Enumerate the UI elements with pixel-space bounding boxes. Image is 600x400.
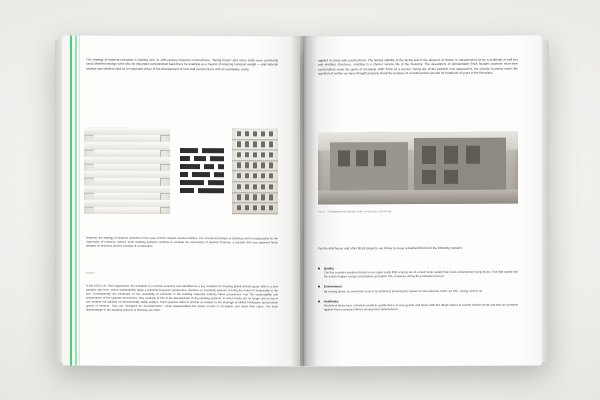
brick-bond-diagram-icon [180, 148, 224, 194]
photo-ground [318, 190, 518, 205]
source-label: Source: [86, 271, 95, 275]
right-photo-caption: Fig. 2 — Reclaimed brick facade under construction, dnA house. [318, 210, 392, 214]
right-paragraph-1: applied in cavity wall constructions. The limited stability of the facing leaf in the absence of mortar is compensated for by a multitude of wall ties and ancillary structures, resulting in a shorter service life of the masonry. The developers of demountable brick facades promote short-term consumption under the guise of circularity. With "brick as a service" being one of the possible new approaches, the circular economy raises the question of wether we have thought properly about the purpose of a material that can last for hundreds of years in the first place. [318, 57, 518, 76]
accent-stripe-primary [70, 36, 72, 366]
bullet-text-aesthetics: Reclaimed bricks have a timeless aesthetic quality that is at once genetic and banal. With this, BL&F wishes to counter fashion trends and take up a position against linear economy reflexes among brick manufacturers. [324, 302, 518, 312]
list-item [318, 298, 518, 312]
page-block-edge-right [541, 40, 549, 362]
left-paragraph-1: The strategy of material reduction is nothing new. In 19th-century masonry constructions, "facing bricks" and stone slabs were commonly used. Material savings were also an important consideration back then, for example as a means of reducing transport weight — and material savings was labeled cited as an important driver of the development of new wall constructions with an exemplary cavity. [86, 57, 278, 71]
list-item [318, 284, 518, 294]
list-item [318, 266, 518, 280]
open-book [62, 36, 542, 366]
bullet-heading-quality: Quality [318, 266, 518, 271]
construction-site-photo [318, 132, 518, 205]
left-paragraph-2: However, the strategy of material reduction in the case of brick rampart counter-intuitive. The structural principle of stacking seems irreplaceable for the expression of masonry. Indeed, most cladding systems continue to emulate the expression of stacked masonry, a paradox that has spawned fierce debates on tectonics and the honesty of construction. [86, 235, 278, 248]
left-page [62, 35, 300, 366]
perforated-brick-photo [232, 128, 278, 214]
bullet-text-environment: By reusing bricks, no new bricks need to be produced, lessening the impact on raw materials, water, air, CO₂, energy, and so on. [324, 288, 483, 294]
brick-wall-photo [84, 128, 170, 214]
left-paragraph-3: In the 2015 U.N. Paris Agreement, the transition to a circular economy was identified as a key condition for meeting global climate goals. With it, a new paradox also born, where sustainability takes a primarily long-term perspective, decisive on circularity appears to bring the notion of temporality to the fore. Consequently, the emphasis on the reusability of elements in the building materials industry takes precedence over the sustainability and performance of the systems themselves. One example of this is the development of dry-stacking systems, in which bricks are no longer laid on top of one another but stacked on dimensionally stable profiles. Such systems claim to provide an answer to the shortage of skilled bricklayers and promote speed of erection. They are "designed for deconstruction", when disassembled the bricks remain in circulation and retain their value. The main disadvantage of dry-stacking systems is that they are often... [86, 283, 278, 312]
bullet-text-quality: The first countries produced bricks in our region (early 20th century) are of a much better quality than most contemporary facing bricks. That high quality was the result of higher energy consumption and higher CO₂ emissions during the production process. [324, 269, 518, 279]
bullet-heading-aesthetics: Aesthetics [318, 298, 518, 303]
accent-stripe-secondary [75, 36, 77, 366]
benefits-list [318, 266, 518, 318]
accent-stripe-tertiary [79, 36, 80, 366]
bullet-heading-environment: Environment [318, 284, 518, 289]
right-page [304, 35, 542, 366]
right-intro-text: For the dnA house and other BL&F projects, we chose to reuse reclaimed bricks for the following reasons: [318, 245, 463, 251]
